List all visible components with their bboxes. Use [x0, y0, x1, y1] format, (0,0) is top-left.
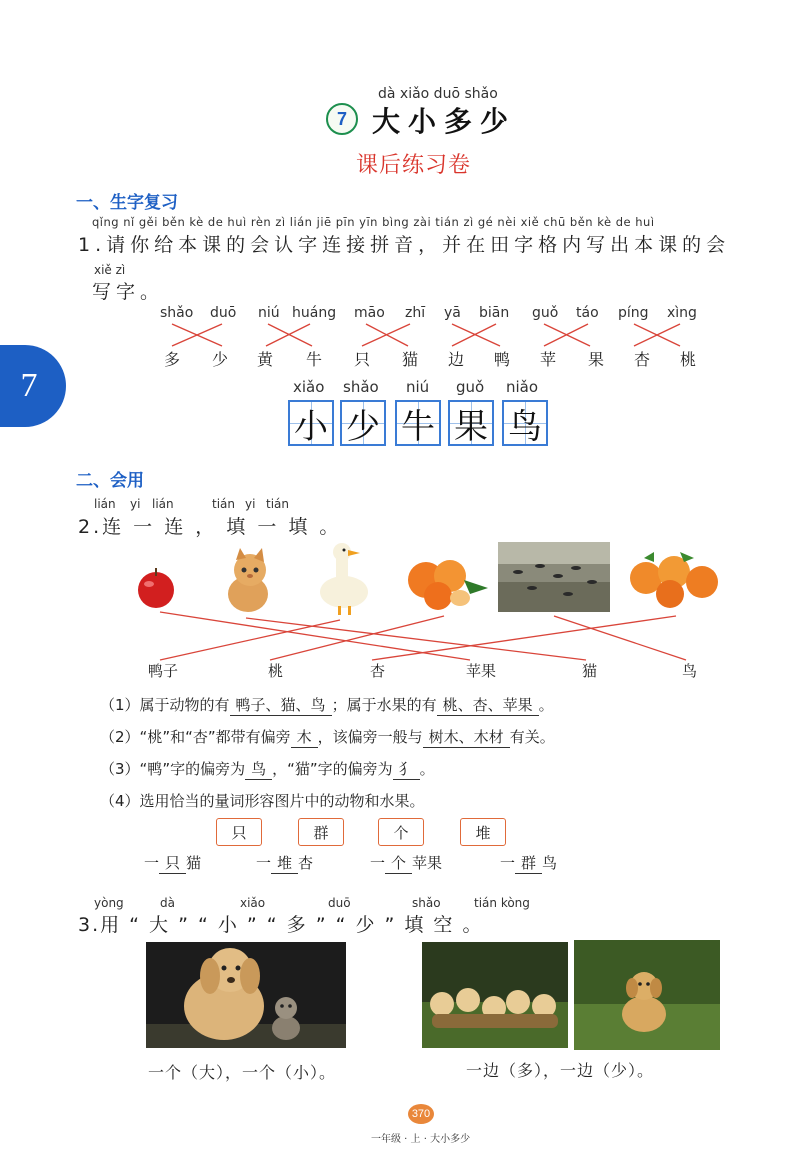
grid-pinyin: shǎo	[343, 378, 379, 396]
single-puppy-photo	[574, 940, 720, 1050]
pinyin-item: shǎo	[160, 305, 194, 321]
pinyin-item: táo	[576, 305, 599, 321]
tianzige-box: 少	[340, 400, 386, 446]
sub2-prefix: （2）“桃”和“杏”都带有偏旁	[100, 728, 291, 746]
page-number: 370	[408, 1104, 434, 1124]
sub-question-2	[100, 726, 555, 748]
dog-and-kitten-photo	[146, 942, 346, 1048]
section2-heading: 二、会用	[76, 471, 144, 491]
sub2-suffix: 有关。	[509, 728, 555, 746]
page-title: 大小多少	[372, 105, 517, 138]
q1-text-line2: 写字。	[92, 281, 165, 303]
pinyin-item: niú	[258, 305, 280, 321]
q1-pinyin-line2: xiě zì	[94, 263, 126, 277]
q3-pinyin: duō	[328, 896, 351, 910]
q2-pinyin: yi	[130, 497, 141, 511]
sub1-prefix: （1）属于动物的有	[100, 696, 230, 714]
q2-pinyin: tián	[212, 497, 235, 511]
phrase	[370, 852, 442, 874]
grid-pinyin: niǎo	[506, 378, 539, 396]
q2-pinyin: lián	[94, 497, 116, 511]
sub-question-3	[100, 758, 435, 780]
sub-question-4: （4）选用恰当的量词形容图片中的动物和水果。	[100, 792, 425, 810]
word-label: 鸭子	[148, 662, 179, 680]
section1-heading: 一、生字复习	[76, 193, 178, 213]
q3-text: 3.用 “ 大 ” “ 小 ” “ 多 ” “ 少 ” 填 空 。	[78, 914, 484, 936]
measure-word-box: 堆	[460, 818, 506, 846]
q3-pinyin: xiǎo	[240, 896, 266, 910]
phrase-pre: 一	[500, 854, 516, 872]
sub1-suffix: 。	[538, 696, 554, 714]
title-pinyin: dà xiǎo duō shǎo	[378, 86, 498, 102]
sub1-answer2: 桃、杏、苹果	[437, 694, 539, 716]
tianzige-box: 小	[288, 400, 334, 446]
footer-text: 一年级 · 上 · 大小多少	[371, 1134, 471, 1145]
pinyin-match-lines	[0, 0, 800, 400]
pinyin-item: māo	[354, 305, 385, 321]
q2-pinyin: tián	[266, 497, 289, 511]
char-item: 多	[164, 350, 181, 369]
phrase-answer: 群	[515, 852, 542, 874]
phrase-pre: 一	[256, 854, 272, 872]
phrase-pre: 一	[144, 854, 160, 872]
word-label: 苹果	[466, 662, 497, 680]
puppies-group-photo	[422, 942, 568, 1048]
tianzige-box: 鸟	[502, 400, 548, 446]
pinyin-item: biān	[479, 305, 510, 321]
q2-pinyin: lián	[152, 497, 174, 511]
pinyin-item: yā	[444, 305, 461, 321]
word-label: 鸟	[682, 662, 698, 680]
sub3-answer1: 鸟	[245, 758, 272, 780]
caption-right: 一边（多），一边（少）。	[466, 1061, 655, 1080]
sub2-answer2: 树木、木材	[423, 726, 510, 748]
char-item: 黄	[257, 350, 274, 369]
sub1-answer1: 鸭子、猫、鸟	[230, 694, 332, 716]
pinyin-item: píng	[618, 305, 649, 321]
phrase	[144, 852, 201, 874]
phrase-answer: 个	[385, 852, 412, 874]
char-item: 少	[212, 350, 229, 369]
sub2-answer1: 木	[291, 726, 318, 748]
pinyin-item: zhī	[405, 305, 426, 321]
caption-left: 一个（大），一个（小）。	[148, 1063, 337, 1082]
phrase-post: 杏	[298, 854, 314, 872]
sub1-mid: ；属于水果的有	[331, 696, 437, 714]
sub3-suffix: 。	[419, 760, 435, 778]
char-item: 苹	[540, 350, 557, 369]
char-item: 边	[448, 350, 465, 369]
phrase	[256, 852, 313, 874]
grid-pinyin: guǒ	[456, 378, 485, 396]
picture-match-lines	[0, 600, 800, 670]
char-item: 只	[354, 350, 371, 369]
phrase-post: 猫	[186, 854, 202, 872]
q3-pinyin: yòng	[94, 896, 124, 910]
grid-pinyin: xiǎo	[293, 378, 325, 396]
pinyin-item: guǒ	[532, 305, 559, 321]
q3-pinyin: shǎo	[412, 896, 441, 910]
q2-pinyin: yi	[245, 497, 256, 511]
phrase-post: 苹果	[412, 854, 443, 872]
phrase-answer: 只	[159, 852, 186, 874]
char-item: 猫	[402, 350, 419, 369]
char-item: 鸭	[494, 350, 511, 369]
sub2-mid: ，该偏旁一般与	[317, 728, 423, 746]
phrase-answer: 堆	[271, 852, 298, 874]
char-item: 桃	[680, 350, 697, 369]
word-label: 杏	[370, 662, 386, 680]
char-item: 杏	[634, 350, 651, 369]
tianzige-box: 牛	[395, 400, 441, 446]
measure-word-box: 个	[378, 818, 424, 846]
chapter-side-tab: 7	[0, 345, 66, 427]
sub3-answer2: 犭	[393, 758, 420, 780]
word-label: 猫	[582, 662, 598, 680]
phrase	[500, 852, 557, 874]
q3-pinyin: dà	[160, 896, 175, 910]
lesson-number-badge: 7	[326, 103, 358, 135]
page-subtitle: 课后练习卷	[356, 153, 472, 178]
sub3-mid: ，“猫”字的偏旁为	[272, 760, 393, 778]
sub-question-1	[100, 694, 554, 716]
grid-pinyin: niú	[406, 378, 430, 396]
char-item: 果	[588, 350, 605, 369]
char-item: 牛	[306, 350, 323, 369]
phrase-post: 鸟	[542, 854, 558, 872]
phrase-pre: 一	[370, 854, 386, 872]
word-label: 桃	[268, 662, 284, 680]
measure-word-box: 群	[298, 818, 344, 846]
measure-word-box: 只	[216, 818, 262, 846]
pinyin-item: xìng	[667, 305, 697, 321]
pinyin-item: huáng	[292, 305, 337, 321]
pinyin-item: duō	[210, 305, 237, 321]
q3-pinyin: tián kòng	[474, 896, 530, 910]
tianzige-box: 果	[448, 400, 494, 446]
q1-pinyin-line1: qǐng nǐ gěi běn kè de huì rèn zì lián jiē pīn yīn bìng zài tián zì gé nèi xiě chū běn kè de huì	[92, 215, 655, 229]
sub3-prefix: （3）“鸭”字的偏旁为	[100, 760, 246, 778]
q1-text-line1: 1.请你给本课的会认字连接拼音，并在田字格内写出本课的会	[78, 234, 731, 256]
q2-text: 2.连 一 连 ， 填 一 填 。	[78, 516, 342, 538]
